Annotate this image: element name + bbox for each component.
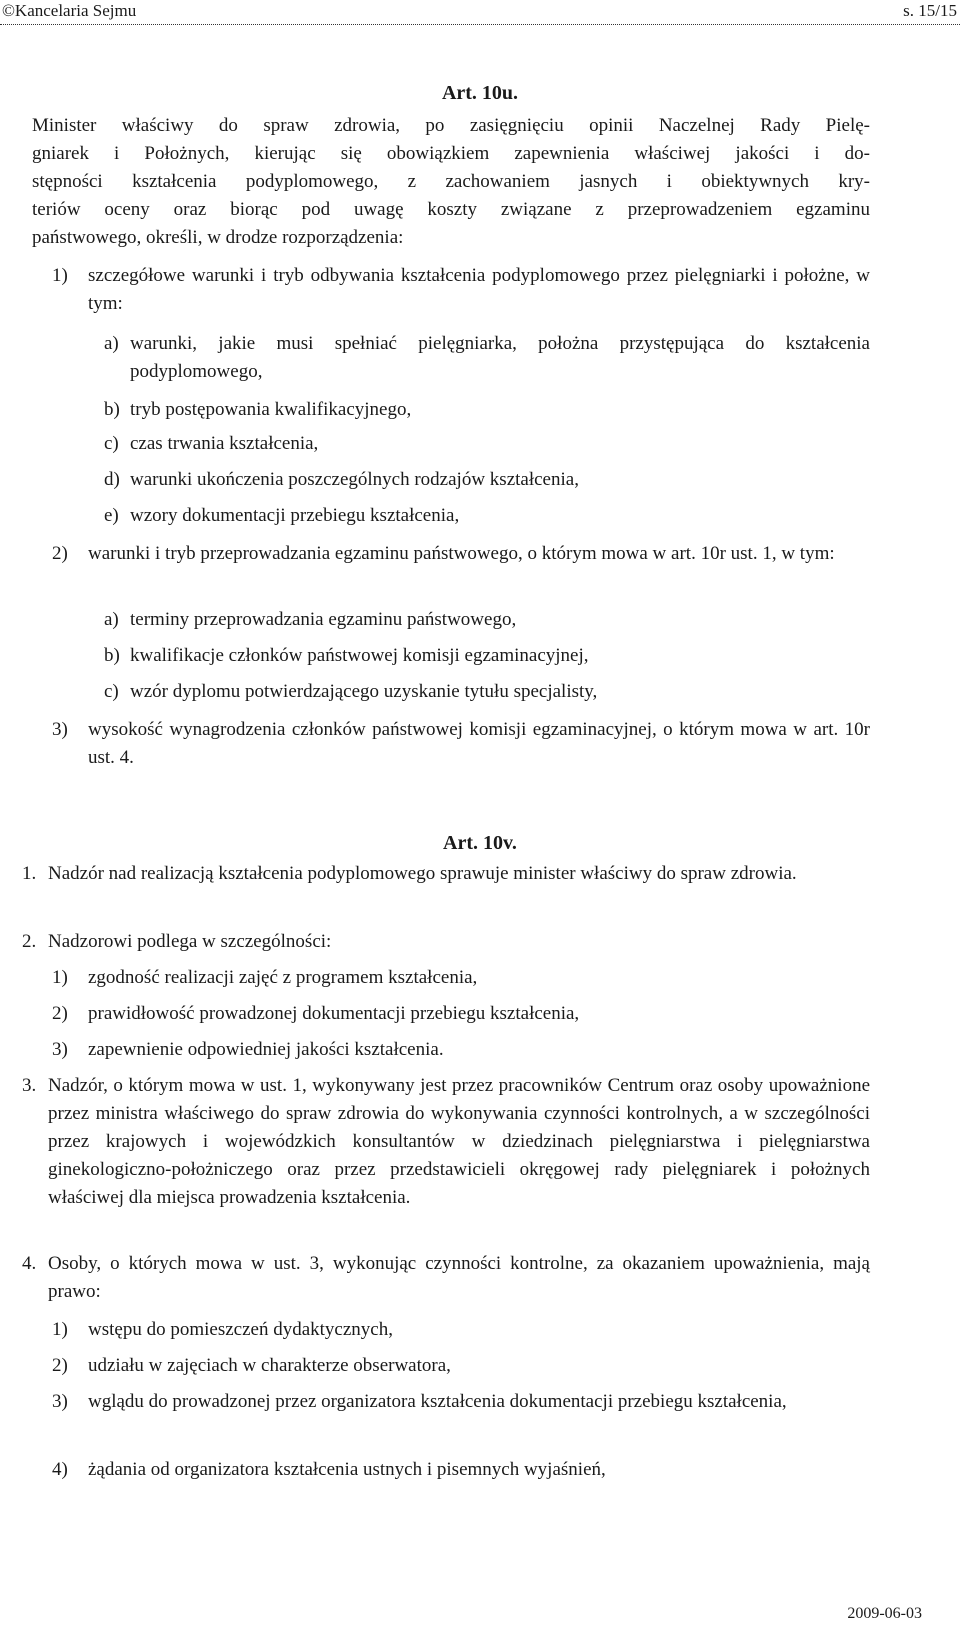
item-text: wglądu do prowadzonej przez organizatora kształcenia dokumentacji przebiegu kształcenia, [88,1391,787,1412]
list-item [52,1036,870,1064]
item-letter: b) [104,399,120,420]
item-number: 4) [52,1459,68,1480]
list-item [104,606,870,634]
item-number: 3) [52,719,68,740]
paragraph-text: Nadzór nad realizacją kształcenia podyplomowego sprawuje minister właściwy do spraw zdrowia. [48,863,797,884]
paragraph-text: Nadzór, o którym mowa w ust. 1, wykonywany jest przez pracowników Centrum oraz osoby upoważnione przez ministra właściwego do spraw zdrowia do wykonywania czynności kontrolnych, a w szczególności przez krajowych i wojewódzkich konsultantów w dziedzinach pielęgniarstwa i pielęgniarstwa ginekologiczno-położniczego oraz przez przedstawicieli okręgowej rady pielęgniarek i położnych właściwej dla miejsca prowadzenia kształcenia. [48,1075,870,1208]
paragraph-number: 4. [22,1253,37,1274]
item-text: czas trwania kształcenia, [130,433,319,454]
list-item [104,466,870,494]
item-text: zgodność realizacji zajęć z programem kształcenia, [88,967,478,988]
item-text: wzór dyplomu potwierdzającego uzyskanie tytułu specjalisty, [130,681,598,702]
item-text: zapewnienie odpowiedniej jakości kształcenia. [88,1039,444,1060]
item-number: 3) [52,1039,68,1060]
paragraph-item [22,1072,870,1212]
list-item [52,262,870,318]
item-text: tryb postępowania kwalifikacyjnego, [130,399,412,420]
item-text: żądania od organizatora kształcenia ustnych i pisemnych wyjaśnień, [88,1459,606,1480]
header-source: ©Kancelaria Sejmu [2,1,137,20]
list-item [52,1000,870,1028]
intro-line: teriów oceny oraz biorąc pod uwagę koszty związane z przeprowadzeniem egzaminu [32,199,870,220]
list-item [104,430,870,458]
list-item [52,1456,870,1484]
intro-line: państwowego, określi, w drodze rozporządzenia: [32,227,404,248]
item-letter: c) [104,681,119,702]
item-number: 3) [52,1391,68,1412]
item-text: warunki ukończenia poszczególnych rodzajów kształcenia, [130,469,579,490]
item-text: udziału w zajęciach w charakterze obserwatora, [88,1355,451,1376]
list-item [104,330,870,386]
list-item [104,396,870,424]
item-number: 1) [52,265,68,286]
item-letter: a) [104,333,119,354]
paragraph-item [22,1250,870,1306]
paragraph-text: Osoby, o których mowa w ust. 3, wykonując czynności kontrolne, za okazaniem upoważnienia, mają prawo: [48,1253,870,1302]
item-text: wstępu do pomieszczeń dydaktycznych, [88,1319,393,1340]
list-item [104,502,870,530]
list-item [52,1316,870,1344]
item-number: 1) [52,967,68,988]
paragraph-text: Nadzorowi podlega w szczególności: [48,931,332,952]
item-number: 2) [52,543,68,564]
item-text: warunki, jakie musi spełniać pielęgniarka, położna przystępująca do kształcenia podyplomowego, [130,333,870,382]
paragraph-number: 3. [22,1075,37,1096]
list-item [52,716,870,772]
paragraph-item [22,928,870,956]
list-item [52,964,870,992]
article-10u-intro [32,112,870,252]
list-item [104,678,870,706]
list-item [52,1388,870,1416]
header-divider [0,24,960,25]
list-item [104,642,870,670]
list-item [52,1352,870,1380]
item-text: wysokość wynagrodzenia członków państwowej komisji egzaminacyjnej, o którym mowa w art. 10r ust. 4. [88,719,870,768]
paragraph-number: 2. [22,931,37,952]
item-text: prawidłowość prowadzonej dokumentacji przebiegu kształcenia, [88,1003,580,1024]
item-number: 1) [52,1319,68,1340]
intro-line: Minister właściwy do spraw zdrowia, po zasięgnięciu opinii Naczelnej Rady Pielę- [32,115,870,136]
item-number: 2) [52,1003,68,1024]
item-text: warunki i tryb przeprowadzania egzaminu państwowego, o którym mowa w art. 10r ust. 1, w tym: [88,543,835,564]
paragraph-item [22,860,870,888]
paragraph-number: 1. [22,863,37,884]
item-text: szczegółowe warunki i tryb odbywania kształcenia podyplomowego przez pielęgniarki i położne, w tym: [88,265,870,314]
footer-date: 2009-06-03 [847,1605,922,1622]
item-letter: b) [104,645,120,666]
item-text: wzory dokumentacji przebiegu kształcenia, [130,505,460,526]
item-number: 2) [52,1355,68,1376]
intro-line: stępności kształcenia podyplomowego, z zachowaniem jasnych i obiektywnych kry- [32,171,870,192]
header-page-number: s. 15/15 [903,1,957,20]
item-letter: d) [104,469,120,490]
list-item [52,540,870,568]
item-letter: c) [104,433,119,454]
item-text: terminy przeprowadzania egzaminu państwowego, [130,609,517,630]
item-letter: e) [104,505,119,526]
item-text: kwalifikacje członków państwowej komisji egzaminacyjnej, [130,645,589,666]
article-10v-title: Art. 10v. [443,832,517,854]
intro-line: gniarek i Położnych, kierując się obowiązkiem zapewnienia właściwej jakości i do- [32,143,870,164]
article-10u-title: Art. 10u. [441,82,519,104]
item-letter: a) [104,609,119,630]
